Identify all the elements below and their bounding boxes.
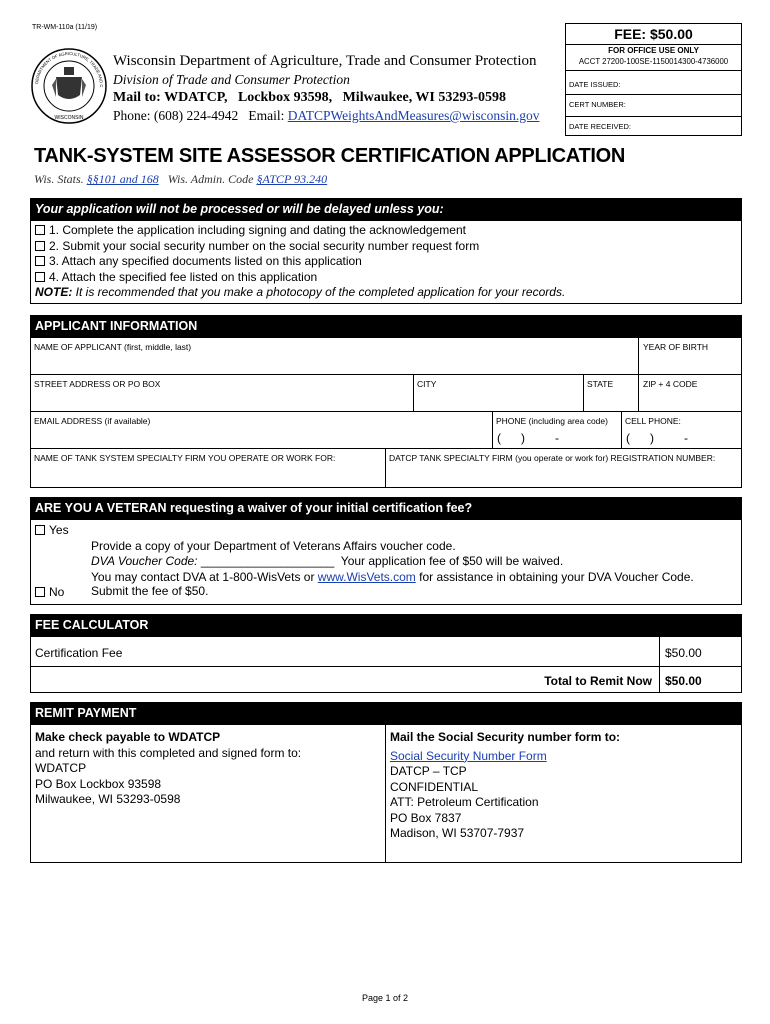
- division-name: Division of Trade and Consumer Protection: [113, 72, 350, 87]
- street-address-field[interactable]: STREET ADDRESS OR PO BOX: [34, 379, 161, 389]
- remit-left: [35, 730, 301, 808]
- office-use-box: [565, 23, 742, 136]
- applicant-name-field[interactable]: NAME OF APPLICANT (first, middle, last): [34, 342, 192, 352]
- year-of-birth-field[interactable]: YEAR OF BIRTH: [643, 342, 709, 352]
- payable-title: Make check payable to WDATCP: [35, 730, 221, 744]
- remit-left-line: PO Box Lockbox 93598: [35, 776, 162, 791]
- requirement-item: 4. Attach the specified fee listed on this application: [35, 270, 565, 286]
- cert-number-label: CERT NUMBER:: [569, 100, 626, 109]
- page-number: Page 1 of 2: [361, 993, 409, 1003]
- applicant-box: [30, 337, 742, 488]
- requirements-list: [35, 223, 565, 301]
- fee-amount: FEE: $50.00: [614, 26, 693, 42]
- remit-right-line: ATT: Petroleum Certification: [390, 795, 539, 809]
- admin-code-link[interactable]: §ATCP 93.240: [256, 172, 328, 186]
- ssn-form-link[interactable]: Social Security Number Form: [390, 748, 547, 763]
- veteran-header: ARE YOU A VETERAN requesting a waiver of your initial certification fee?: [30, 497, 742, 520]
- remit-right-line: DATCP – TCP: [390, 764, 467, 778]
- statute-line: [34, 172, 327, 187]
- requirement-item: 1. Complete the application including signing and dating the acknowledgement: [35, 223, 565, 239]
- admin-code-label: Wis. Admin. Code: [167, 172, 254, 186]
- state-field[interactable]: STATE: [587, 379, 614, 389]
- veteran-no-text: Submit the fee of $50.: [91, 584, 209, 598]
- mailing-address: Mail to: WDATCP, Lockbox 93598, Milwaukee, WI 53293-0598: [113, 90, 507, 105]
- veteran-yes-option[interactable]: Yes: [35, 523, 69, 537]
- phone-field[interactable]: PHONE (including area code): [496, 416, 608, 426]
- firm-registration-field[interactable]: DATCP TANK SPECIALTY FIRM (you operate or work for) REGISTRATION NUMBER:: [389, 453, 716, 463]
- remit-right-line: PO Box 7837: [390, 810, 462, 825]
- contact-line: [113, 108, 539, 124]
- veteran-yes-checkbox[interactable]: [35, 525, 45, 535]
- account-number: ACCT 27200-100SE-1150014300-4736000: [578, 57, 729, 66]
- svg-text:DEPARTMENT OF AGRICULTURE, TRA: DEPARTMENT OF AGRICULTURE, TRADE AND C: [34, 50, 105, 88]
- note: NOTE: It is recommended that you make a photocopy of the completed application for your records.: [35, 285, 566, 299]
- applicant-header: APPLICANT INFORMATION: [30, 315, 742, 338]
- total-value: $50.00: [665, 674, 702, 688]
- fee-calculator-header: FEE CALCULATOR: [30, 614, 742, 637]
- firm-name-field[interactable]: NAME OF TANK SYSTEM SPECIALTY FIRM YOU OPERATE OR WORK FOR:: [34, 453, 336, 463]
- cert-fee-value: $50.00: [665, 646, 702, 660]
- wisconsin-seal: [30, 47, 108, 125]
- veteran-yes-details: [91, 523, 694, 585]
- cell-phone-field[interactable]: CELL PHONE:: [625, 416, 681, 426]
- voucher-instruction: Provide a copy of your Department of Veterans Affairs voucher code.: [91, 538, 456, 553]
- page-title: TANK-SYSTEM SITE ASSESSOR CERTIFICATION APPLICATION: [34, 145, 626, 167]
- ssn-mail-title: Mail the Social Security number form to:: [390, 730, 621, 744]
- cert-fee-label: Certification Fee: [35, 646, 123, 660]
- voucher-line: DVA Voucher Code: ____________________ Your application fee of $50 will be waived.: [91, 554, 564, 568]
- zip-field[interactable]: ZIP + 4 CODE: [643, 379, 698, 389]
- phone-text: Phone: (608) 224-4942 Email:: [113, 108, 288, 123]
- office-use-label: FOR OFFICE USE ONLY: [608, 46, 699, 55]
- total-label: Total to Remit Now: [544, 674, 652, 688]
- remit-left-line: and return with this completed and signed form to:: [35, 745, 302, 760]
- email-field[interactable]: EMAIL ADDRESS (if available): [34, 416, 151, 426]
- remit-left-line: WDATCP: [35, 761, 87, 775]
- requirements-header: Your application will not be processed or will be delayed unless you:: [30, 198, 742, 221]
- requirement-checkbox[interactable]: [35, 225, 45, 235]
- wis-stats-link[interactable]: §§101 and 168: [86, 172, 159, 186]
- cell-phone-mask: ( ) -: [626, 431, 688, 445]
- city-field[interactable]: CITY: [417, 379, 437, 389]
- requirement-checkbox[interactable]: [35, 241, 45, 251]
- remit-left-line: Milwaukee, WI 53293-0598: [35, 792, 181, 806]
- requirement-item: 3. Attach any specified documents listed on this application: [35, 254, 565, 270]
- voucher-code-input[interactable]: ____________________: [200, 554, 335, 568]
- dva-contact: You may contact DVA at 1-800-WisVets or www.WisVets.com for assistance in obtaining your DVA Voucher Code.: [91, 569, 694, 584]
- requirement-checkbox[interactable]: [35, 272, 45, 282]
- requirement-item: 2. Submit your social security number on the social security number request form: [35, 239, 565, 255]
- date-received-label: DATE RECEIVED:: [569, 122, 631, 131]
- svg-text:WISCONSIN: WISCONSIN: [54, 115, 84, 121]
- email-link[interactable]: DATCPWeightsAndMeasures@wisconsin.gov: [287, 108, 540, 123]
- wis-stats-label: Wis. Stats.: [34, 172, 84, 186]
- form-id: TR-WM-110a (11/19): [32, 24, 98, 31]
- remit-header: REMIT PAYMENT: [30, 702, 742, 725]
- requirement-checkbox[interactable]: [35, 256, 45, 266]
- remit-right-line: CONFIDENTIAL: [390, 779, 479, 794]
- wisvets-link[interactable]: www.WisVets.com: [317, 569, 416, 584]
- date-issued-label: DATE ISSUED:: [569, 80, 621, 89]
- agency-name: Wisconsin Department of Agriculture, Trade and Consumer Protection: [113, 53, 537, 69]
- remit-right-line: Madison, WI 53707-7937: [390, 826, 525, 840]
- phone-mask: ( ) -: [497, 431, 559, 445]
- veteran-no-option[interactable]: No: [35, 585, 64, 599]
- veteran-no-checkbox[interactable]: [35, 587, 45, 597]
- remit-right: [390, 730, 620, 842]
